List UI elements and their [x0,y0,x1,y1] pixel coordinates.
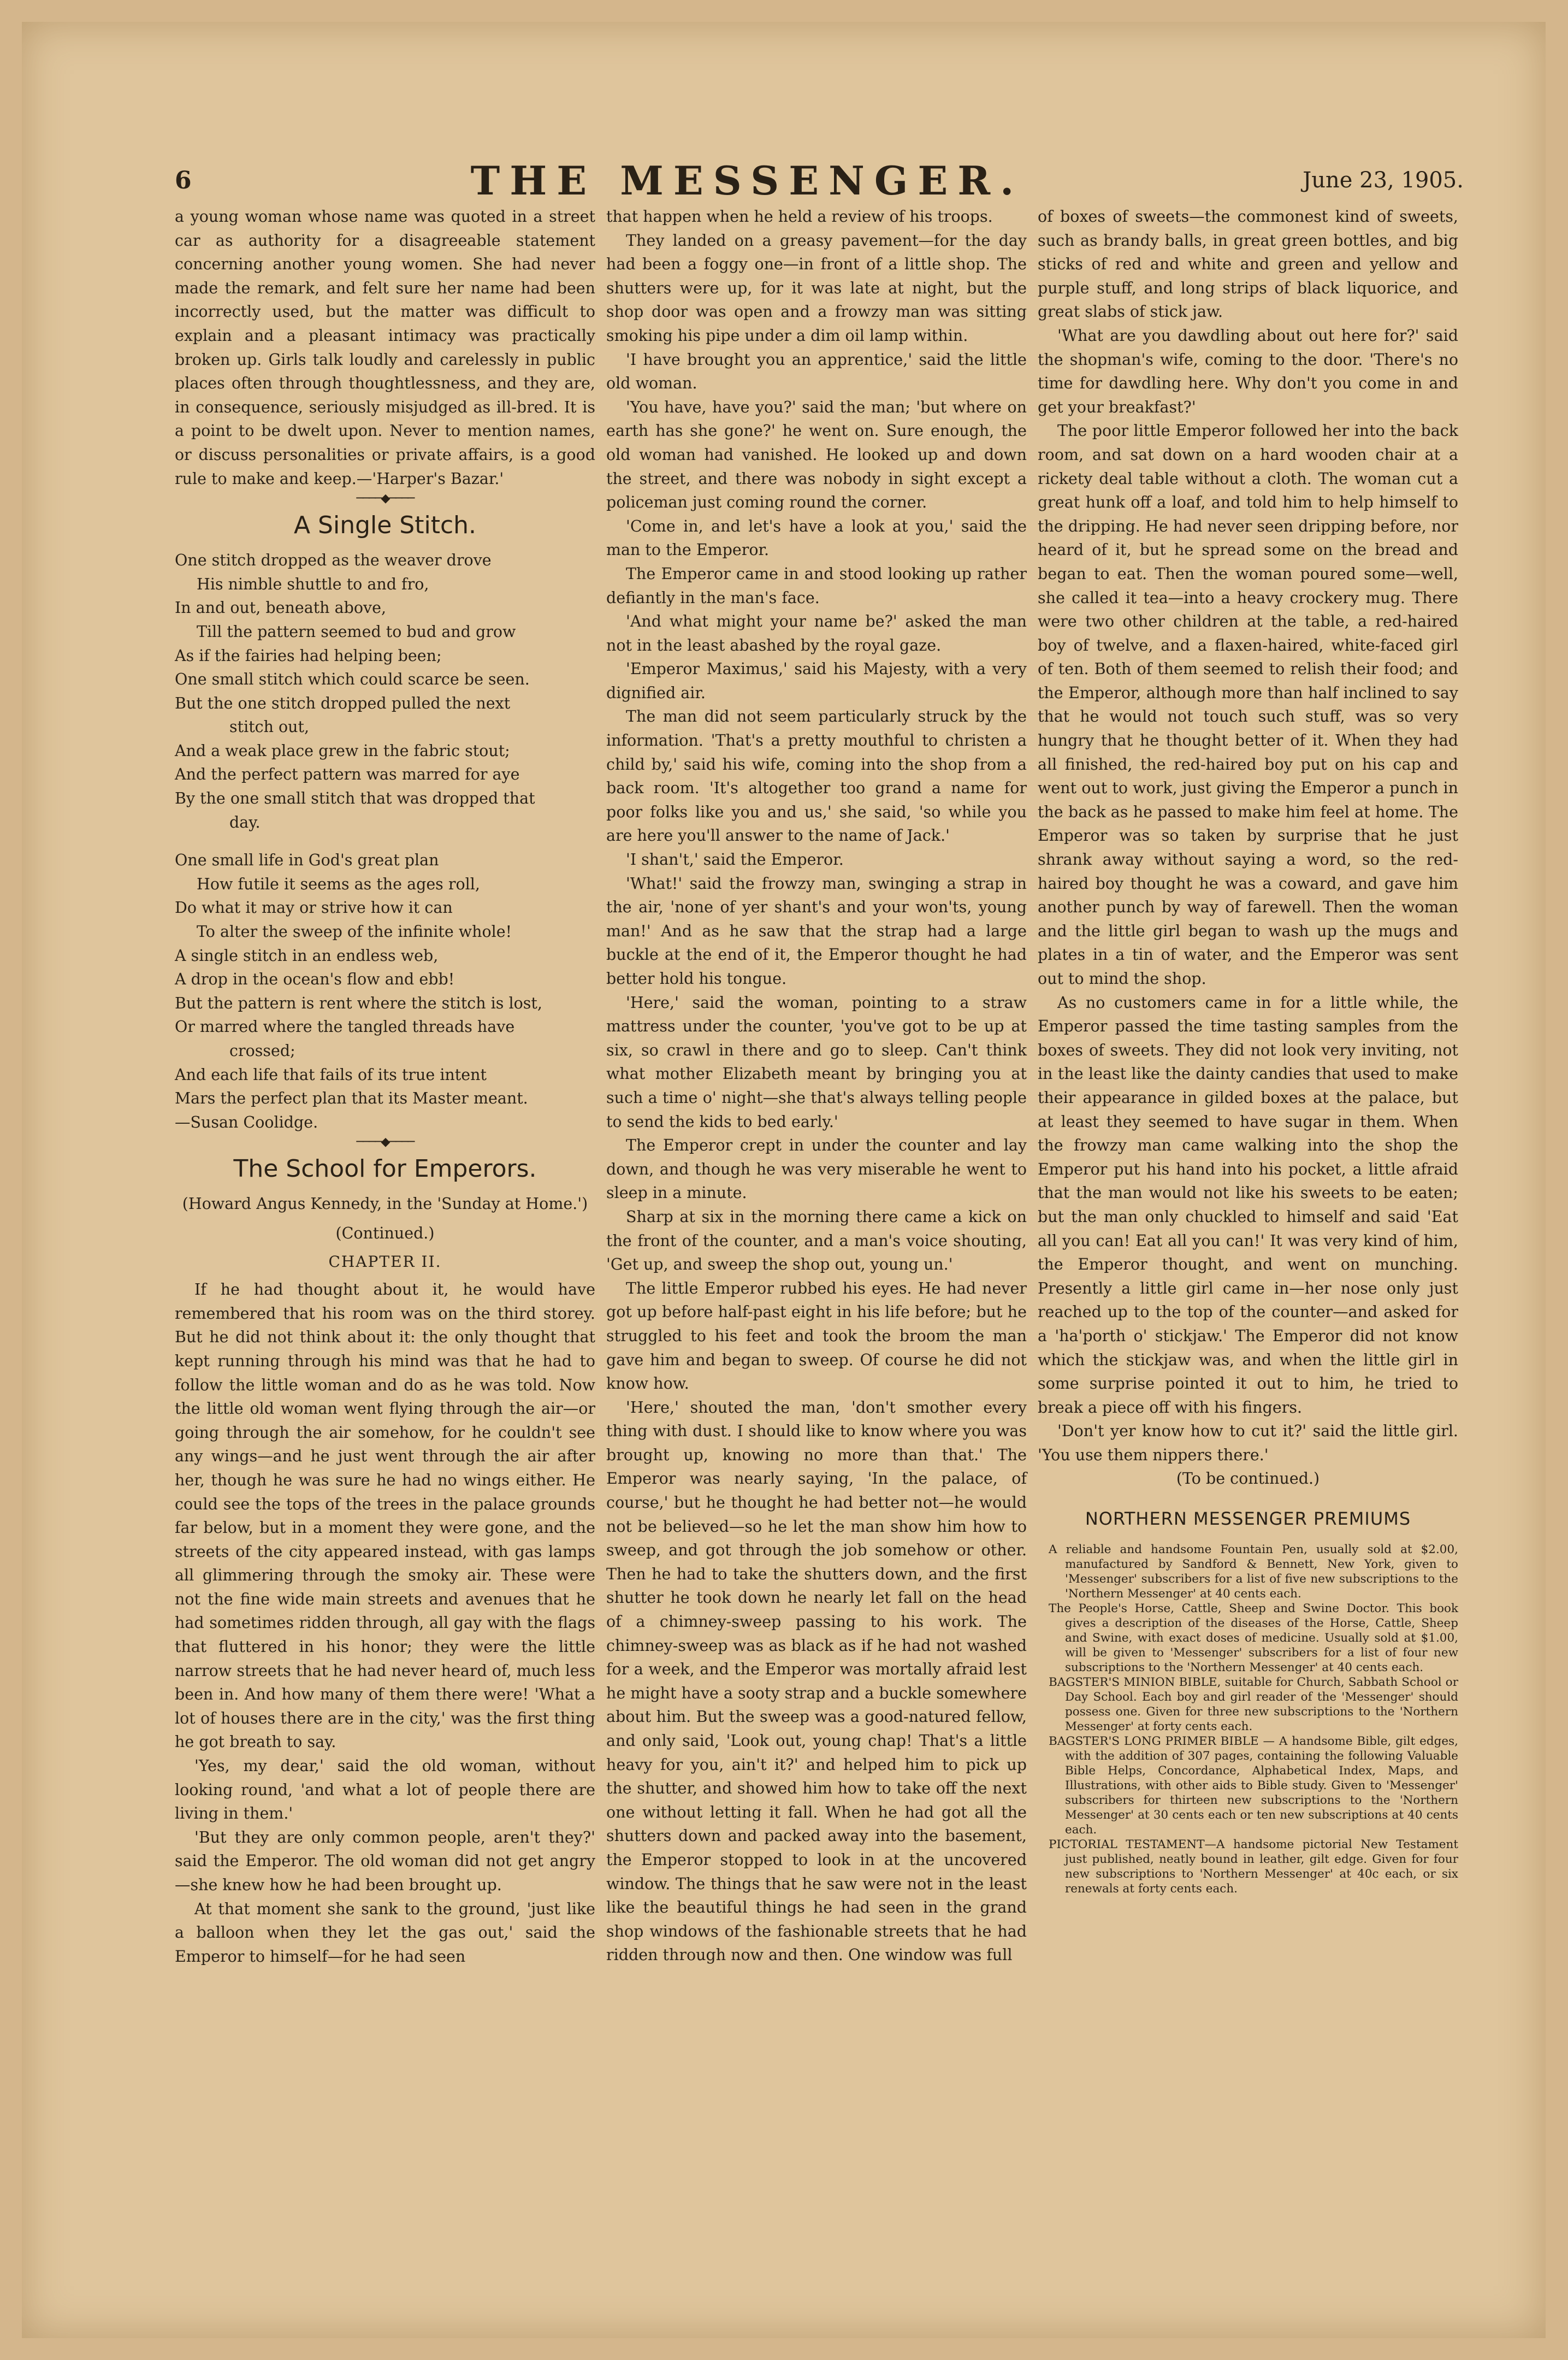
poem-line: But the pattern is rent where the stitch is lost, [175,994,542,1012]
masthead-title: THE MESSENGER. [470,157,1024,204]
column-3 [1038,205,1458,1896]
story-paragraph: that happen when he held a review of his troops. [606,208,993,226]
premiums-title: NORTHERN MESSENGER PREMIUMS [1085,1508,1411,1530]
column-2 [606,205,1027,1967]
premium-item: BAGSTER'S MINION BIBLE, suitable for Church, Sabbath School or Day School. Each boy and girl reader of the 'Messenger' should possess one. Given for three new subscriptions to the 'Northern Messenger' at forty cents each. [1049,1675,1458,1733]
premium-item: BAGSTER'S LONG PRIMER BIBLE — A handsome Bible, gilt edges, with the addition of 307 pages, containing the following Valuable Bible Helps, Concordance, Alphabetical Index, Maps, and Illustrations, with other aids to Bible study. Given to 'Messenger' subscribers for thirteen new subscriptions to the 'Northern Messenger' at 30 cents each or ten new subscriptions at 40 cents each. [1049,1734,1458,1837]
story-paragraph: 'Don't yer know how to cut it?' said the little girl. 'You use them nippers there.' [1038,1422,1458,1464]
story-paragraph: 'Here,' said the woman, pointing to a straw mattress under the counter, 'you've got to be up at six, so crawl in there and go to sleep. Can't think what mother Elizabeth meant by bringing you at such a time o' night—she that's always telling people to send the kids to bed early.' [606,993,1027,1131]
issue-date: June 23, 1905. [1303,168,1464,193]
poem-line: By the one small stitch that was dropped that [175,789,535,808]
poem [175,548,595,1134]
story-paragraph: 'I have brought you an apprentice,' said the little old woman. [606,350,1027,393]
newspaper-page [22,22,1546,2338]
story-byline: (Howard Angus Kennedy, in the 'Sunday at Home.') [182,1195,588,1213]
story-paragraph: The Emperor crept in under the counter and lay down, and though he was very miserable he went to sleep in a minute. [606,1136,1027,1202]
poem-line: As if the fairies had helping been; [175,646,442,665]
story-paragraph: 'You have, have you?' said the man; 'but where on earth has she gone?' he went on. Sure enough, the old woman had vanished. He looked up and down the street, and there was nobody in sight except a policeman just coming round the corner. [606,398,1027,512]
poem-line: stitch out, [229,718,310,736]
story-paragraph: 'Emperor Maximus,' said his Majesty, with a very dignified air. [606,660,1027,702]
poem-line: Do what it may or strive how it can [175,899,453,917]
intro-paragraph: a young woman whose name was quoted in a street car as authority for a disagreeable statement concerning another young women. She had never made the remark, and felt sure her name had been incorrectly used, but the matter was difficult to explain and a pleasant intimacy was practically broken up. Girls talk loudly and carelessly in public places often through thoughtlessness, and they are, in consequence, seriously misjudged as ill-bred. It is a point to be dwelt upon. Never to mention names, or discuss personalities or private affairs, is a good rule to make and keep.—'Harper's Bazar.' [175,208,595,488]
story-paragraph: 'I shan't,' said the Emperor. [626,851,844,869]
story-paragraph: 'What!' said the frowzy man, swinging a strap in the air, 'none of yer shant's and your won'ts, young man!' And as he saw that the strap had a large buckle at the end of it, the Emperor thought he had better hold his tongue. [606,874,1027,988]
poem-author: —Susan Coolidge. [175,1113,318,1131]
poem-line: And the perfect pattern was marred for aye [175,765,520,784]
story-title: The School for Emperors. [233,1155,537,1183]
story-paragraph: of boxes of sweets—the commonest kind of sweets, such as brandy balls, in great green bottles, and big sticks of red and white and green and yellow and purple stuff, and long strips of black liquorice, and great slabs of stick jaw. [1038,208,1458,321]
chapter-heading: CHAPTER II. [328,1252,442,1271]
poem-line: One stitch dropped as the weaver drove [175,551,492,570]
poem-line: His nimble shuttle to and fro, [197,575,429,593]
poem-line: One small life in God's great plan [175,851,439,870]
poem-line: To alter the sweep of the infinite whole! [197,923,512,941]
page-number: 6 [175,166,192,194]
poem-line: crossed; [229,1042,295,1060]
poem-title: A Single Stitch. [293,511,477,540]
story-paragraph: The man did not seem particularly struck by the information. 'That's a pretty mouthful to christen a child by,' said his wife, coming into the shop from a back room. 'It's altogether too grand a name for poor folks like you and us,' she said, 'so while you are here you'll answer to the name of Jack.' [606,707,1027,845]
story-paragraph: If he had thought about it, he would have remembered that his room was on the third storey. But he did not think about it: the only thought that kept running through his mind was that he had to follow the little woman and do as he was told. Now the little old woman went flying through the air—or going through the air somehow, for he couldn't see any wings—and he just went through the air after her, though he was sure he had no wings either. He could see the tops of the trees in the palace grounds far below, but in a moment they were gone, and the streets of the city appeared instead, with gas lamps all glimmering through the smoky air. These were not the fine wide main streets and avenues that he had sometimes ridden through, all gay with the flags that fluttered in his honor; they were the little narrow streets that he had never heard of, much less been in. And how many of them there were! 'What a lot of houses there are in the city,' was the first thing he got breath to say. [175,1281,595,1751]
column-1 [175,205,595,1968]
story-paragraph: 'Come in, and let's have a look at you,' said the man to the Emperor. [606,517,1027,559]
continued-note: (Continued.) [335,1224,435,1242]
poem-line: One small stitch which could scarce be seen. [175,670,530,689]
story-paragraph: 'Here,' shouted the man, 'don't smother every thing with dust. I should like to know where you was brought up, knowing no more than that.' The Emperor was nearly saying, 'In the palace, of course,' but he thought he had better not—he would not be believed—so he let the man show him how to sweep, and got through the job somehow or other. Then he had to take the shutters down, and the first shutter he took down he nearly let fall on the head of a chimney-sweep passing to his work. The chimney-sweep was as black as if he had not washed for a week, and the Emperor was mortally afraid lest he might have a sooty strap and a buckle somewhere about him. But the sweep was a good-natured fellow, and only said, 'Look out, young chap! That's a little heavy for you, ain't it?' and helped him to pick up the shutter, and showed him how to take off the next one without letting it fall. When he had got all the shutters down and packed away into the basement, the Emperor stopped to look in at the uncovered window. The things that he saw were not in the least like the beautiful things he had seen in the grand shop windows of the fashionable streets that he had ridden through now and then. One window was full [606,1398,1027,1964]
premium-item: PICTORIAL TESTAMENT—A handsome pictorial New Testament just published, neatly bound in leather, gilt edge. Given for four new subscriptions to 'Northern Messenger' at 40c each, or six renewals at forty cents each. [1049,1837,1458,1896]
page-header [175,156,1464,205]
poem-line: A drop in the ocean's flow and ebb! [175,970,455,989]
divider-rule: ────◆──── [356,1135,414,1149]
story-paragraph: 'And what might your name be?' asked the man not in the least abashed by the royal gaze. [606,612,1027,654]
poem-line: In and out, beneath above, [175,599,387,617]
poem-line: And each life that fails of its true intent [175,1065,487,1084]
to-be-continued: (To be continued.) [1176,1470,1320,1488]
story-paragraph: 'What are you dawdling about out here for?' said the shopman's wife, coming to the door. 'There's no time for dawdling here. Why don't you come in and get your breakfast?' [1038,326,1458,416]
premium-item: The People's Horse, Cattle, Sheep and Swine Doctor. This book gives a description of the diseases of the Horse, Cattle, Sheep and Swine, with exact doses of medicine. Usually sold at $1.00, will be given to 'Messenger' subscribers for a list of four new subscriptions to the 'Northern Messenger' at 40 cents each. [1049,1601,1458,1674]
poem-line: Or marred where the tangled threads have [175,1018,515,1036]
story-paragraph: The Emperor came in and stood looking up rather defiantly in the man's face. [606,564,1027,607]
story-paragraph: 'But they are only common people, aren't they?' said the Emperor. The old woman did not get angry—she knew how he had been brought up. [175,1828,595,1894]
story-paragraph: As no customers came in for a little while, the Emperor passed the time tasting samples from the boxes of sweets. They did not look very inviting, not in the least like the dainty candies that used to make their appearance in gilded boxes at the palace, but at least they seemed to have sugar in them. When the frowzy man came walking into the shop the Emperor put his hand into his pocket, a little afraid that the man would not like his sweets to be eaten; but the man only chuckled to himself and said 'Eat all you can! Eat all you can!' It was very kind of him, the Emperor thought, and went on munching. Presently a little girl came in—her nose only just reached up to the top of the counter—and asked for a 'ha'porth o' stickjaw.' The Emperor did not know which the stickjaw was, and when the little girl in some surprise pointed it out to him, he tried to break a piece off with his fingers. [1038,993,1458,1417]
poem-line: Till the pattern seemed to bud and grow [197,622,516,641]
divider-rule: ────◆──── [356,492,414,506]
story-paragraph: The little Emperor rubbed his eyes. He had never got up before half-past eight in his life before; but he struggled to his feet and took the broom the man gave him and began to sweep. Of course he did not know how. [606,1279,1027,1393]
poem-line: How futile it seems as the ages roll, [197,875,480,893]
story-paragraph: At that moment she sank to the ground, 'just like a balloon when they let the gas out,' said the Emperor to himself—for he had seen [175,1899,595,1966]
poem-line: But the one stitch dropped pulled the next [175,694,511,712]
story-paragraph: 'Yes, my dear,' said the old woman, without looking round, 'and what a lot of people there are living in them.' [175,1757,595,1823]
poem-line: A single stitch in an endless web, [175,946,439,965]
story-paragraph: Sharp at six in the morning there came a kick on the front of the counter, and a man's voice shouting, 'Get up, and sweep the shop out, young un.' [606,1207,1027,1274]
story-paragraph: They landed on a greasy pavement—for the day had been a foggy one—in front of a little shop. The shutters were up, for it was late at night, but the shop door was open and a frowzy man was sitting smoking his pipe under a dim oil lamp within. [606,231,1027,345]
story-paragraph: The poor little Emperor followed her into the back room, and sat down on a hard wooden chair at a rickety deal table without a cloth. The woman cut a great hunk off a loaf, and told him to help himself to the dripping. He had never seen dripping before, nor heard of it, but he spread some on the bread and began to eat. Then the woman poured some—well, she called it tea—into a heavy crockery mug. There were two other children at the table, a red-haired boy of twelve, and a flaxen-haired, white-faced girl of ten. Both of them seemed to relish their food; and the Emperor, although more than half inclined to say that he would not touch such stuff, was so very hungry that he thought better of it. When they had all finished, the red-haired boy put on his cap and went out to work, just giving the Emperor a punch in the back as he passed to make him feel at home. The Emperor was so taken by surprise that he just shrank away without saying a word, so the red-haired boy thought he was a coward, and gave him another punch by way of farewell. Then the woman and the little girl began to wash up the mugs and plates in a tin of water, and the Emperor was sent out to mind the shop. [1038,422,1458,988]
premium-item: A reliable and handsome Fountain Pen, usually sold at $2.00, manufactured by Sandford & Bennett, New York, given to 'Messenger' subscribers for a list of five new subscriptions to the 'Northern Messenger' at 40 cents each. [1049,1542,1458,1601]
poem-line: day. [229,813,261,831]
poem-line: Mars the perfect plan that its Master meant. [175,1089,528,1108]
poem-line: And a weak place grew in the fabric stout; [175,741,510,760]
